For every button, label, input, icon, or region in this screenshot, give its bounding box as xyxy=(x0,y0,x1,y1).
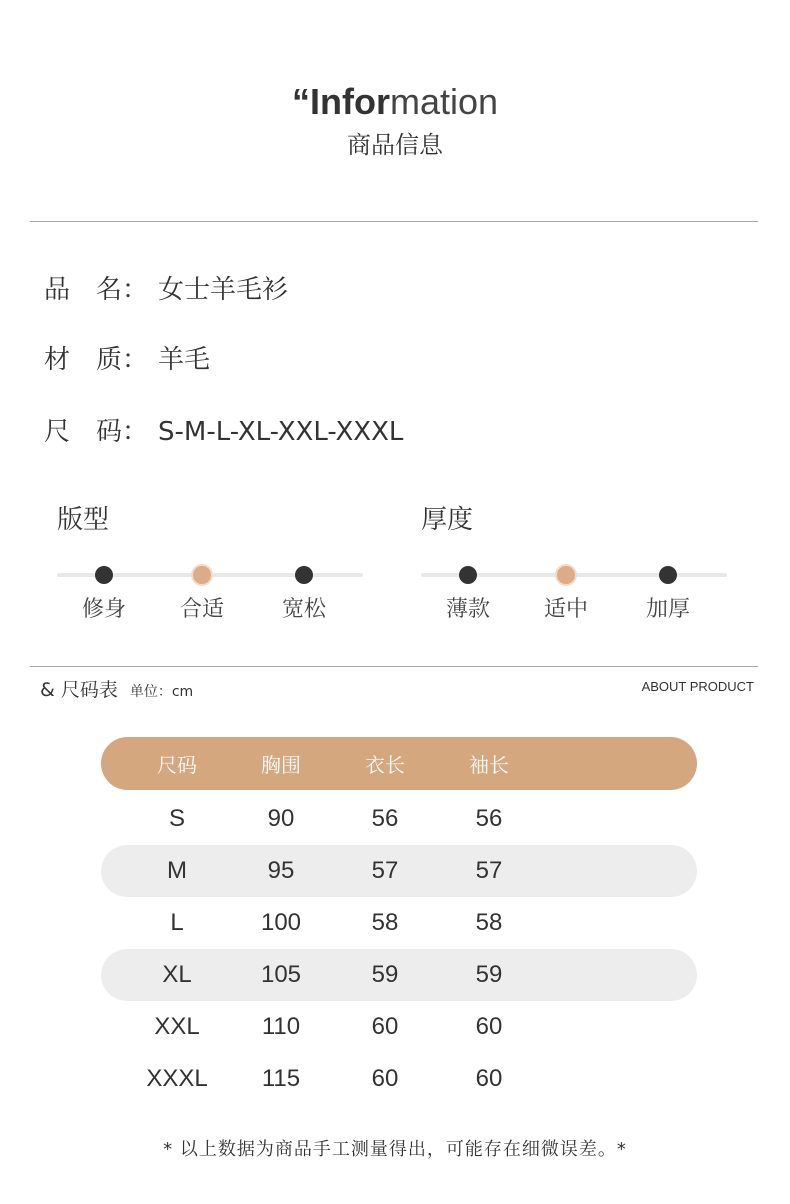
thickness-option-label: 适中 xyxy=(543,597,589,622)
sleeve-cell: 56 xyxy=(475,805,503,832)
fit-option-label: 合适 xyxy=(179,597,225,622)
fit-scale-dot xyxy=(295,566,313,584)
length-cell: 60 xyxy=(371,1065,399,1092)
about-product-label: ABOUT PRODUCT xyxy=(641,679,754,694)
table-row xyxy=(101,1001,697,1053)
thickness-scale-dot xyxy=(555,564,577,586)
info-row-material xyxy=(44,342,210,378)
fit-scale-dot xyxy=(191,564,213,586)
thickness-scale xyxy=(421,500,727,630)
chest-cell: 100 xyxy=(260,909,302,936)
sleeve-cell: 59 xyxy=(475,961,503,988)
fit-scale-dot xyxy=(95,566,113,584)
size-cell: S xyxy=(168,805,185,832)
chest-cell: 110 xyxy=(261,1013,301,1040)
column-header-sleeve: 袖长 xyxy=(469,753,509,777)
length-cell: 59 xyxy=(371,961,399,988)
thickness-option-label: 薄款 xyxy=(445,597,491,622)
sleeve-cell: 58 xyxy=(475,909,503,936)
column-header-size: 尺码 xyxy=(157,753,197,777)
size-table-body xyxy=(101,793,697,1105)
page-subtitle: 商品信息 xyxy=(347,131,443,159)
page-title xyxy=(0,79,790,125)
table-row xyxy=(101,897,697,949)
size-cell: XXXL xyxy=(146,1065,208,1092)
info-label-name: 品 名： xyxy=(44,275,149,305)
info-row-sizes xyxy=(44,414,403,450)
top-divider xyxy=(30,221,758,222)
section-divider xyxy=(30,666,758,667)
info-value-name: 女士羊毛衫 xyxy=(158,275,289,305)
size-cell: XXL xyxy=(154,1013,200,1040)
size-chart-heading xyxy=(40,678,193,704)
fit-scale-title: 版型 xyxy=(57,505,110,535)
fit-option-label: 修身 xyxy=(81,597,127,622)
unit-label: 单位：cm xyxy=(129,684,194,700)
size-table xyxy=(101,737,697,1105)
measurement-footnote: * 以上数据为商品手工测量得出，可能存在细微误差。* xyxy=(163,1139,627,1160)
sleeve-cell: 60 xyxy=(475,1065,503,1092)
sleeve-cell: 60 xyxy=(475,1013,503,1040)
size-cell: XL xyxy=(162,961,192,988)
chest-cell: 105 xyxy=(260,961,302,988)
table-row xyxy=(101,793,697,845)
length-cell: 58 xyxy=(371,909,399,936)
length-cell: 60 xyxy=(371,1013,399,1040)
info-value-material: 羊毛 xyxy=(158,345,211,375)
thickness-scale-title: 厚度 xyxy=(421,505,474,535)
page-title-light: mation xyxy=(389,81,499,122)
thickness-option-label: 加厚 xyxy=(645,597,691,622)
fit-scale xyxy=(57,500,363,630)
info-row-name xyxy=(44,272,288,308)
size-cell: M xyxy=(167,857,187,884)
fit-option-label: 宽松 xyxy=(281,597,327,622)
page-title-bold: “Infor xyxy=(291,81,390,122)
info-label-sizes: 尺 码： xyxy=(44,417,149,447)
sleeve-cell: 57 xyxy=(475,857,503,884)
size-chart-title: & 尺码表 xyxy=(40,679,118,701)
table-row xyxy=(101,1053,697,1105)
size-table-header xyxy=(101,737,697,790)
thickness-scale-dot xyxy=(459,566,477,584)
column-header-length: 衣长 xyxy=(365,753,405,777)
chest-cell: 95 xyxy=(267,857,295,884)
info-label-material: 材 质： xyxy=(44,345,149,375)
length-cell: 56 xyxy=(371,805,399,832)
info-value-sizes: S-M-L-XL-XXL-XXXL xyxy=(158,417,404,447)
length-cell: 57 xyxy=(371,857,399,884)
chest-cell: 115 xyxy=(261,1065,301,1092)
thickness-scale-dot xyxy=(659,566,677,584)
size-cell: L xyxy=(170,909,184,936)
table-row xyxy=(101,845,697,897)
chest-cell: 90 xyxy=(267,805,295,832)
table-row xyxy=(101,949,697,1001)
column-header-chest: 胸围 xyxy=(261,753,301,777)
